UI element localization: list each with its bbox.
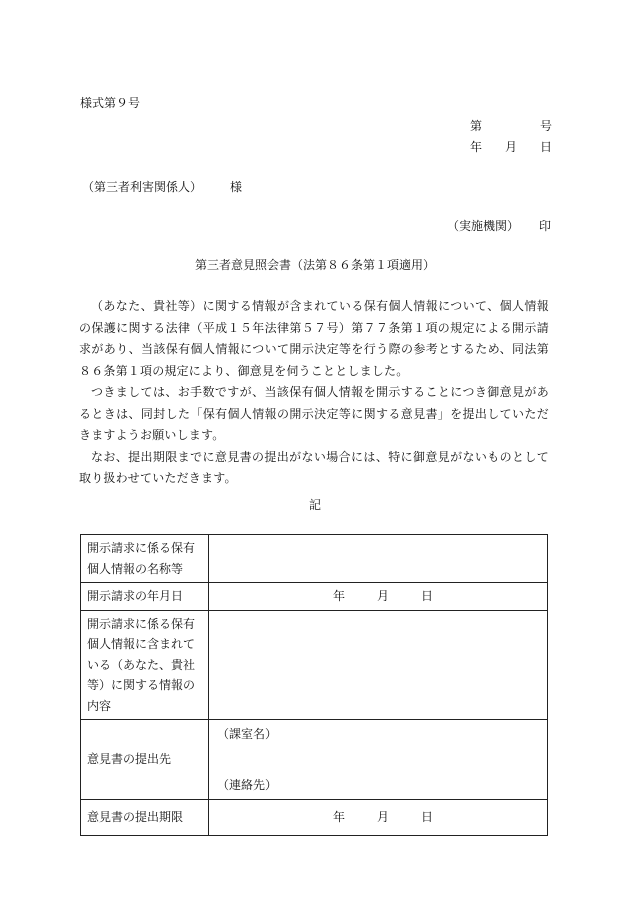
row-label-deadline: 意見書の提出期限 — [81, 800, 209, 836]
date-day: 日 — [539, 140, 552, 154]
deadline-date-fields — [333, 807, 433, 828]
row-label-info-content: 開示請求に係る保有個人情報に含まれている（あなた、貴社等）に関する情報の内容 — [81, 610, 209, 720]
addressee — [82, 179, 242, 195]
row-label-info-name: 開示請求に係る保有個人情報の名称等 — [81, 535, 209, 583]
issuer-name: （実施機関） — [446, 219, 519, 233]
issuer-seal: 印 — [538, 219, 551, 233]
table-row — [81, 720, 548, 800]
table-row — [81, 535, 548, 583]
body-text — [79, 296, 549, 490]
date-year: 年 — [470, 140, 483, 154]
request-date-fields — [333, 586, 433, 607]
dept-name-label: （課室名） — [217, 726, 278, 741]
form-number: 様式第９号 — [80, 96, 141, 110]
deadline-year: 年 — [333, 810, 346, 825]
addressee-name: （第三者利害関係人） — [82, 180, 203, 194]
reference-number — [470, 118, 552, 134]
table-row — [81, 610, 548, 720]
body-paragraph-1: （あなた、貴社等）に関する情報が含まれている保有個人情報について、個人情報の保護に関する法律（平成１５年法律第５７号）第７７条第１項の規定による開示請求があり、当該保有個人情報について開示決定等を行う際の参考とするため、同法第８６条第１項の規定により、御意見を伺うこととしました。 — [79, 299, 549, 378]
row-value-submission-dest — [209, 720, 548, 800]
ref-suffix: 号 — [539, 119, 552, 133]
row-value-deadline — [209, 800, 548, 836]
body-paragraph-2: つきましては、お手数ですが、当該保有個人情報を開示することにつき御意見があるときは、同封した「保有個人情報の開示決定等に関する意見書」を提出していただきますようお願いします。 — [79, 385, 549, 442]
document-title: 第三者意見照会書（法第８６条第１項適用） — [194, 258, 435, 272]
ref-prefix: 第 — [470, 119, 483, 133]
row-label-request-date: 開示請求の年月日 — [81, 583, 209, 611]
details-table — [80, 534, 548, 836]
row-value-info-name — [209, 535, 548, 583]
body-paragraph-3: なお、提出期限までに意見書の提出がない場合には、特に御意見がないものとして取り扱わせていただきます。 — [79, 449, 549, 485]
request-year: 年 — [333, 589, 346, 603]
table-row — [81, 583, 548, 611]
addressee-honorific: 様 — [230, 180, 243, 194]
issuer — [447, 218, 551, 234]
table-row — [81, 800, 548, 836]
request-day: 日 — [420, 589, 433, 603]
row-value-request-date — [209, 583, 548, 611]
date-month: 月 — [504, 140, 517, 154]
deadline-day: 日 — [420, 810, 433, 825]
contact-label: （連絡先） — [217, 778, 278, 792]
ki-heading: 記 — [308, 498, 321, 512]
request-month: 月 — [376, 589, 389, 603]
deadline-month: 月 — [376, 810, 389, 825]
row-label-submission-dest: 意見書の提出先 — [81, 720, 209, 800]
issue-date — [470, 139, 552, 155]
row-value-info-content — [209, 610, 548, 720]
